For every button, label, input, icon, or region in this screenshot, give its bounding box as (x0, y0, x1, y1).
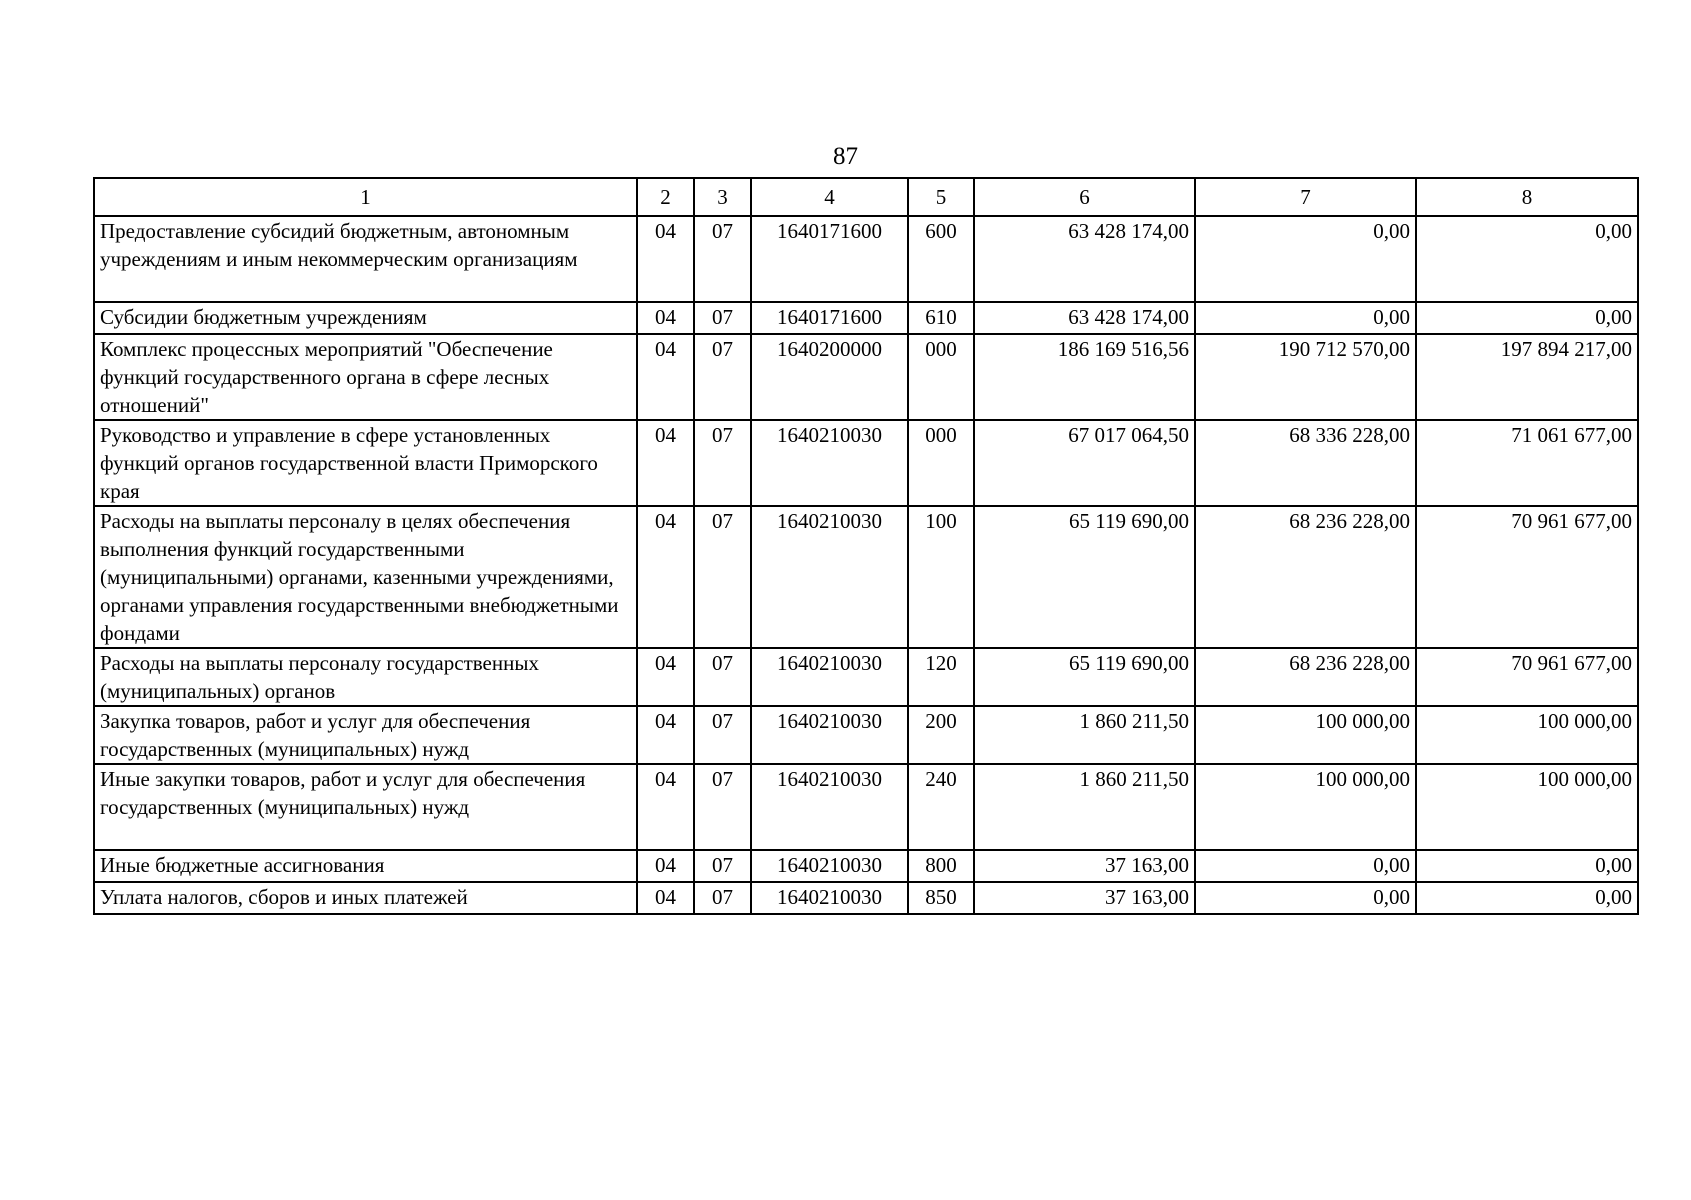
table-row (94, 764, 1638, 850)
table-row (94, 648, 1638, 706)
column-header: 7 (1195, 178, 1416, 216)
row-name: Руководство и управление в сфере установленных функций органов государственной власти Приморского края (94, 420, 637, 506)
row-amount-8: 0,00 (1416, 302, 1638, 334)
row-amount-6: 63 428 174,00 (974, 302, 1195, 334)
row-amount-6: 37 163,00 (974, 882, 1195, 914)
row-target-code: 1640171600 (751, 216, 908, 302)
row-section: 04 (637, 216, 694, 302)
row-name: Закупка товаров, работ и услуг для обеспечения государственных (муниципальных) нужд (94, 706, 637, 764)
row-amount-7: 100 000,00 (1195, 706, 1416, 764)
table-row (94, 216, 1638, 302)
column-header: 5 (908, 178, 974, 216)
row-amount-7: 100 000,00 (1195, 764, 1416, 850)
row-subsection: 07 (694, 648, 751, 706)
row-amount-8: 70 961 677,00 (1416, 506, 1638, 648)
row-subsection: 07 (694, 420, 751, 506)
row-expense-type: 240 (908, 764, 974, 850)
row-subsection: 07 (694, 764, 751, 850)
row-target-code: 1640210030 (751, 850, 908, 882)
row-section: 04 (637, 420, 694, 506)
row-subsection: 07 (694, 506, 751, 648)
row-amount-7: 0,00 (1195, 850, 1416, 882)
row-target-code: 1640210030 (751, 506, 908, 648)
column-header: 1 (94, 178, 637, 216)
row-subsection: 07 (694, 216, 751, 302)
row-amount-6: 63 428 174,00 (974, 216, 1195, 302)
column-header: 2 (637, 178, 694, 216)
row-target-code: 1640210030 (751, 420, 908, 506)
row-amount-7: 68 236 228,00 (1195, 506, 1416, 648)
row-amount-7: 68 336 228,00 (1195, 420, 1416, 506)
column-header: 3 (694, 178, 751, 216)
row-amount-6: 1 860 211,50 (974, 764, 1195, 850)
row-expense-type: 800 (908, 850, 974, 882)
row-target-code: 1640210030 (751, 706, 908, 764)
row-target-code: 1640200000 (751, 334, 908, 420)
row-amount-8: 100 000,00 (1416, 706, 1638, 764)
row-expense-type: 000 (908, 420, 974, 506)
column-header: 4 (751, 178, 908, 216)
table-row (94, 706, 1638, 764)
row-subsection: 07 (694, 882, 751, 914)
row-section: 04 (637, 302, 694, 334)
row-name: Расходы на выплаты персоналу государственных (муниципальных) органов (94, 648, 637, 706)
row-amount-6: 67 017 064,50 (974, 420, 1195, 506)
budget-table (93, 177, 1639, 915)
row-expense-type: 100 (908, 506, 974, 648)
row-amount-7: 0,00 (1195, 216, 1416, 302)
column-header: 6 (974, 178, 1195, 216)
column-header: 8 (1416, 178, 1638, 216)
row-target-code: 1640210030 (751, 882, 908, 914)
row-target-code: 1640210030 (751, 764, 908, 850)
row-name: Комплекс процессных мероприятий "Обеспечение функций государственного органа в сфере лесных отношений" (94, 334, 637, 420)
row-amount-7: 0,00 (1195, 302, 1416, 334)
table-row (94, 850, 1638, 882)
row-name: Иные бюджетные ассигнования (94, 850, 637, 882)
row-amount-6: 186 169 516,56 (974, 334, 1195, 420)
row-section: 04 (637, 334, 694, 420)
row-expense-type: 120 (908, 648, 974, 706)
row-section: 04 (637, 882, 694, 914)
row-amount-6: 65 119 690,00 (974, 648, 1195, 706)
row-expense-type: 600 (908, 216, 974, 302)
row-amount-8: 100 000,00 (1416, 764, 1638, 850)
row-subsection: 07 (694, 706, 751, 764)
row-subsection: 07 (694, 334, 751, 420)
row-target-code: 1640210030 (751, 648, 908, 706)
row-section: 04 (637, 764, 694, 850)
table-row (94, 420, 1638, 506)
row-expense-type: 610 (908, 302, 974, 334)
row-amount-8: 0,00 (1416, 216, 1638, 302)
row-amount-7: 190 712 570,00 (1195, 334, 1416, 420)
row-amount-8: 0,00 (1416, 850, 1638, 882)
row-amount-6: 1 860 211,50 (974, 706, 1195, 764)
row-name: Уплата налогов, сборов и иных платежей (94, 882, 637, 914)
row-amount-8: 0,00 (1416, 882, 1638, 914)
row-target-code: 1640171600 (751, 302, 908, 334)
row-subsection: 07 (694, 850, 751, 882)
table-row (94, 334, 1638, 420)
row-amount-7: 68 236 228,00 (1195, 648, 1416, 706)
row-amount-8: 70 961 677,00 (1416, 648, 1638, 706)
row-amount-8: 197 894 217,00 (1416, 334, 1638, 420)
row-name: Иные закупки товаров, работ и услуг для обеспечения государственных (муниципальных) нужд (94, 764, 637, 850)
row-amount-6: 37 163,00 (974, 850, 1195, 882)
row-amount-6: 65 119 690,00 (974, 506, 1195, 648)
row-amount-7: 0,00 (1195, 882, 1416, 914)
page-number: 87 (833, 143, 858, 170)
row-name: Субсидии бюджетным учреждениям (94, 302, 637, 334)
row-section: 04 (637, 850, 694, 882)
row-expense-type: 850 (908, 882, 974, 914)
row-section: 04 (637, 706, 694, 764)
row-name: Расходы на выплаты персоналу в целях обеспечения выполнения функций государственными (муниципальными) органами, казенными учреждениями, органами управления государственными внебюджетными фондами (94, 506, 637, 648)
row-name: Предоставление субсидий бюджетным, автономным учреждениям и иным некоммерческим организациям (94, 216, 637, 302)
row-expense-type: 200 (908, 706, 974, 764)
table-row (94, 882, 1638, 914)
table-row (94, 506, 1638, 648)
table-row (94, 302, 1638, 334)
row-section: 04 (637, 506, 694, 648)
row-expense-type: 000 (908, 334, 974, 420)
row-section: 04 (637, 648, 694, 706)
row-amount-8: 71 061 677,00 (1416, 420, 1638, 506)
header-row (94, 178, 1638, 216)
row-subsection: 07 (694, 302, 751, 334)
